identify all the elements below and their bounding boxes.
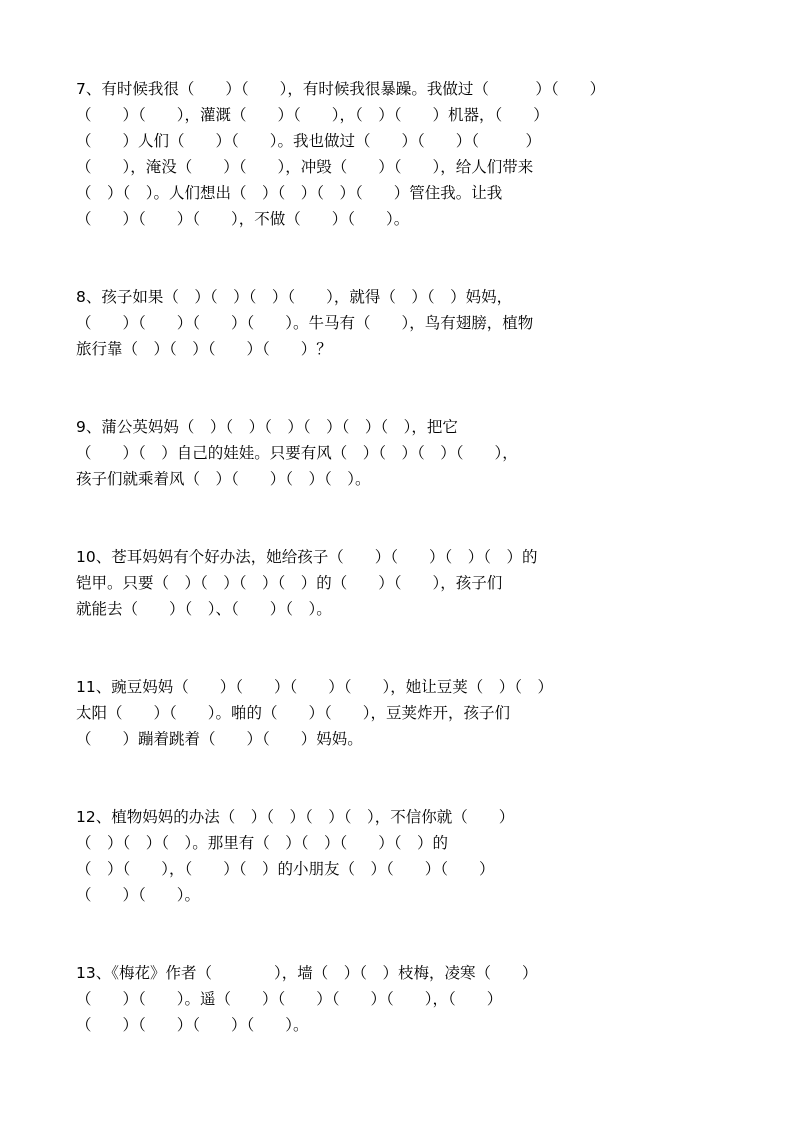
question-line: （ ）（ ）（ ），不做（ ）（ ）。 bbox=[76, 210, 410, 228]
question-10 bbox=[76, 544, 736, 622]
question-line: （ ）（ ）自己的娃娃。只要有风（ ）（ ）（ ）（ ）， bbox=[76, 444, 518, 462]
question-line: （ ）蹦着跳着（ ）（ ）妈妈。 bbox=[76, 730, 363, 748]
question-line: 13、《梅花》作者（ ），墙（ ）（ ）枝梅，凌寒（ ） bbox=[76, 964, 538, 982]
question-line: 11、豌豆妈妈（ ）（ ）（ ）（ ），她让豆荚（ ）（ ） bbox=[76, 678, 553, 696]
question-line: （ ）（ ）（ ）（ ）。牛马有（ ），鸟有翅膀，植物 bbox=[76, 314, 534, 332]
question-line: （ ）（ ），（ ）（ ）的小朋友（ ）（ ）（ ） bbox=[76, 860, 495, 878]
question-line: （ ）（ ）。 bbox=[76, 886, 201, 904]
question-12 bbox=[76, 804, 736, 908]
question-line: 7、有时候我很（ ）（ ），有时候我很暴躁。我做过（ ）（ ） bbox=[76, 80, 606, 98]
question-line: 铠甲。只要（ ）（ ）（ ）（ ）的（ ）（ ），孩子们 bbox=[76, 574, 503, 592]
question-line: 10、苍耳妈妈有个好办法，她给孩子（ ）（ ）（ ）（ ）的 bbox=[76, 548, 538, 566]
question-line: （ ）（ ）（ ）。那里有（ ）（ ）（ ）（ ）的 bbox=[76, 834, 449, 852]
question-line: 12、植物妈妈的办法（ ）（ ）（ ）（ ），不信你就（ ） bbox=[76, 808, 515, 826]
question-line: 旅行靠（ ）（ ）（ ）（ ）？ bbox=[76, 340, 332, 358]
question-7 bbox=[76, 76, 736, 232]
question-11 bbox=[76, 674, 736, 752]
question-line: 孩子们就乘着风（ ）（ ）（ ）（ ）。 bbox=[76, 470, 371, 488]
question-line: （ ）（ ），灌溉（ ）（ ），（ ）（ ）机器，（ ） bbox=[76, 106, 549, 124]
question-9 bbox=[76, 414, 736, 492]
question-line: 8、孩子如果（ ）（ ）（ ）（ ），就得（ ）（ ）妈妈， bbox=[76, 288, 513, 306]
question-line: （ ）人们（ ）（ ）。我也做过（ ）（ ）（ ） bbox=[76, 132, 542, 150]
question-line: （ ）（ ）。人们想出（ ）（ ）（ ）（ ）管住我。让我 bbox=[76, 184, 503, 202]
question-line: 太阳（ ）（ ）。啪的（ ）（ ），豆荚炸开，孩子们 bbox=[76, 704, 511, 722]
question-13 bbox=[76, 960, 736, 1038]
question-line: 9、蒲公英妈妈（ ）（ ）（ ）（ ）（ ）（ ），把它 bbox=[76, 418, 458, 436]
question-8 bbox=[76, 284, 736, 362]
question-line: （ ）（ ）（ ）（ ）。 bbox=[76, 1016, 309, 1034]
question-line: （ ）（ ）。遥（ ）（ ）（ ）（ ），（ ） bbox=[76, 990, 503, 1008]
question-line: 就能去（ ）（ ）、（ ）（ ）。 bbox=[76, 600, 332, 618]
question-line: （ ），淹没（ ）（ ），冲毁（ ）（ ），给人们带来 bbox=[76, 158, 534, 176]
